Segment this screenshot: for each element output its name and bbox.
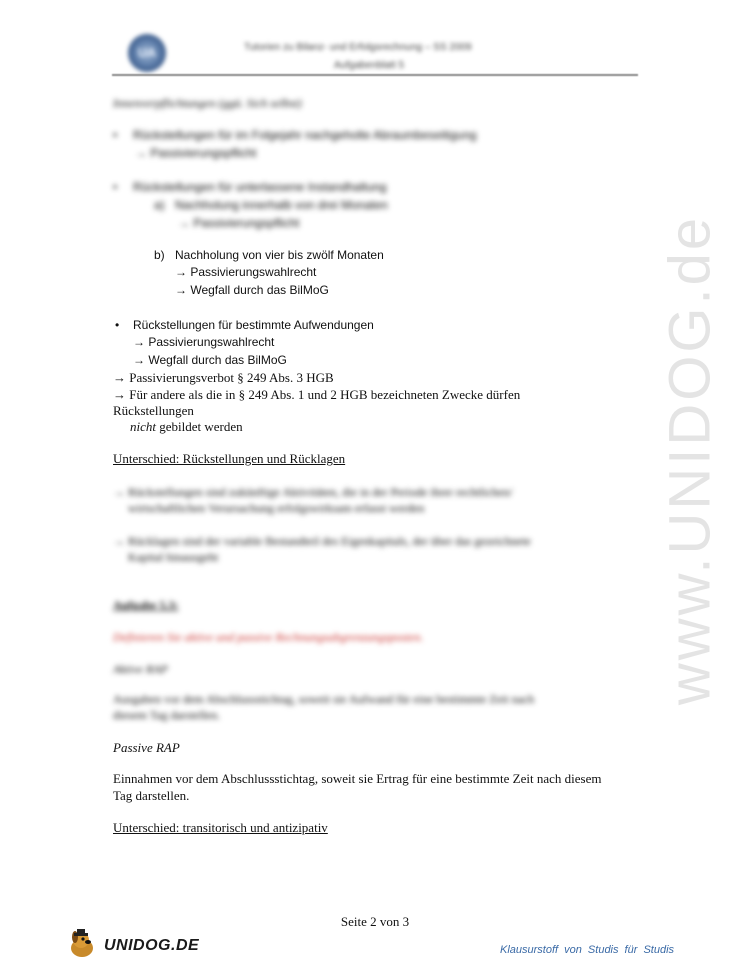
nicht-emphasis: nicht (130, 419, 156, 434)
university-seal-logo (128, 34, 166, 72)
unterschied-transitorisch-antizipativ: Unterschied: transitorisch und antizipativ (113, 820, 328, 835)
aktive-rap-text-line-2: diesem Tag darstellen. (113, 708, 221, 722)
andere-zwecke-rest: gebildet werden (156, 419, 243, 434)
dog-mascot-icon (66, 928, 100, 960)
passive-rap-heading: Passive RAP (113, 740, 180, 755)
header-divider (112, 74, 638, 76)
section-heading-innenverpflichtungen: Innenverpflichtungen (ggü. Sich selbst) (113, 96, 302, 110)
rueckstellungen-definition-line-2: wirtschaftlichen Verursachung erfolgswirksam erfasst werden (128, 501, 425, 515)
bullet-2-text: Rückstellungen für unterlassene Instandhaltung (133, 180, 387, 194)
bullet-2-b-label: b) (154, 248, 165, 262)
aktive-rap-text-line-1: Ausgaben vor dem Abschlussstichtag, soweit sie Aufwand für eine bestimmte Zeit nach (113, 692, 535, 706)
andere-zwecke-line-3 (130, 419, 243, 435)
aufgabe-task: Definieren Sie aktive und passive Rechnungsabgrenzungsposten. (113, 630, 424, 644)
andere-zwecke-line-2: Rückstellungen (113, 403, 194, 418)
bullet-2-b-sub-1: → Passivierungswahlrecht (175, 265, 317, 279)
aufgabe-heading: Aufgabe 5.3: (113, 598, 179, 612)
bullet-2-a-label: a) (154, 198, 165, 212)
bullet-1-sub: → Passivierungspflicht (135, 146, 257, 160)
bullet-2-b-text: Nachholung von vier bis zwölf Monaten (175, 248, 384, 262)
bullet-3-text: Rückstellungen für bestimmte Aufwendungen (133, 318, 374, 332)
bullet-2-a-sub: → Passivierungspflicht (178, 216, 300, 230)
ruecklagen-definition-line-2: Kapital hinausgeht (128, 550, 219, 564)
unidog-brand-text: UNIDOG.DE (104, 937, 200, 954)
rueckstellungen-definition-line-1: → Rückstellungen sind zukünftige Aktivitäten, die in der Periode ihrer rechtlichen/ (113, 485, 513, 499)
unidog-logo (66, 928, 200, 960)
bullet-1-text: Rückstellungen für im Folgejahr nachgeholte Abraumbeseitigung (133, 128, 477, 142)
bullet-icon: • (115, 318, 120, 332)
footer-tagline: Klausurstoff von Studis für Studis (500, 944, 675, 956)
bullet-icon: • (113, 128, 118, 142)
header-title: Tutorien zu Bilanz- und Erfolgsrechnung – SS 2009 (244, 42, 472, 53)
header-subtitle: Aufgabenblatt 5 (334, 60, 405, 71)
bullet-2-b-sub-2: → Wegfall durch das BilMoG (175, 283, 329, 297)
bullet-2-a-text: Nachholung innerhalb von drei Monaten (175, 198, 388, 212)
passive-rap-text-line-1: Einnahmen vor dem Abschlussstichtag, soweit sie Ertrag für eine bestimmte Zeit nach diesem (113, 771, 602, 786)
watermark-text: www.UNIDOG.de (657, 214, 723, 706)
unterschied-rueckstellungen-ruecklagen: Unterschied: Rückstellungen und Rücklagen (113, 451, 346, 466)
andere-zwecke-line-1: → Für andere als die in § 249 Abs. 1 und 2 HGB bezeichneten Zwecke dürfen (113, 387, 521, 402)
page-number: Seite 2 von 3 (340, 914, 410, 929)
passivierungsverbot-line: → Passivierungsverbot § 249 Abs. 3 HGB (113, 370, 334, 385)
ruecklagen-definition-line-1: → Rücklagen sind der variable Bestandteil des Eigenkapitals, der über das gezeichnete (113, 534, 531, 548)
aktive-rap-heading: Aktive RAP (113, 662, 168, 676)
bullet-3-sub-1: → Passivierungswahlrecht (133, 335, 275, 349)
bullet-3-sub-2: → Wegfall durch das BilMoG (133, 353, 287, 367)
bullet-icon: • (113, 180, 118, 194)
seal-text: UA (137, 45, 157, 60)
passive-rap-text-line-2: Tag darstellen. (113, 788, 190, 803)
